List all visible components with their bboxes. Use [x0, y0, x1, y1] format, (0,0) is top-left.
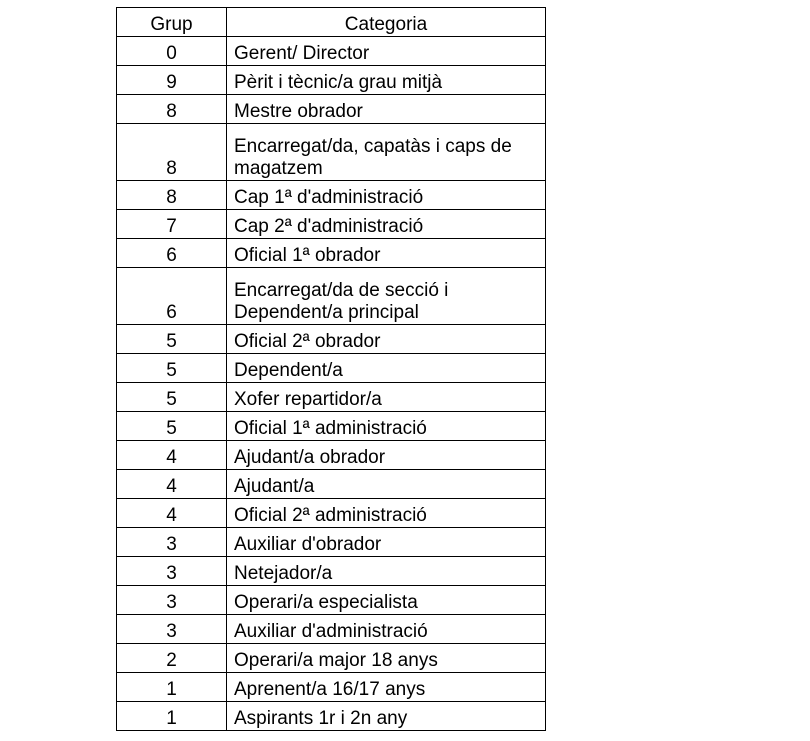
- categoria-cell: Auxiliar d'obrador: [227, 528, 546, 557]
- table-row: [117, 586, 546, 615]
- categoria-cell: Gerent/ Director: [227, 37, 546, 66]
- table-row: [117, 37, 546, 66]
- table-row: [117, 66, 546, 95]
- table-row: [117, 615, 546, 644]
- categoria-cell: Ajudant/a: [227, 470, 546, 499]
- table-row: [117, 354, 546, 383]
- categoria-cell: Xofer repartidor/a: [227, 383, 546, 412]
- header-categoria: Categoria: [227, 8, 546, 37]
- table-row: [117, 673, 546, 702]
- categoria-cell: Oficial 2ª administració: [227, 499, 546, 528]
- grup-cell: 5: [117, 412, 227, 441]
- header-grup: Grup: [117, 8, 227, 37]
- grup-cell: 8: [117, 124, 227, 181]
- categoria-cell: Oficial 1ª administració: [227, 412, 546, 441]
- table-row: [117, 239, 546, 268]
- table-row: [117, 325, 546, 354]
- grup-cell: 2: [117, 644, 227, 673]
- categoria-cell: Operari/a especialista: [227, 586, 546, 615]
- categoria-cell: Encarregat/da, capatàs i caps de magatzem: [227, 124, 546, 181]
- table-row: [117, 441, 546, 470]
- categoria-cell: Operari/a major 18 anys: [227, 644, 546, 673]
- table-row: [117, 470, 546, 499]
- table-row: [117, 644, 546, 673]
- grup-cell: 3: [117, 615, 227, 644]
- grup-cell: 3: [117, 528, 227, 557]
- grup-cell: 7: [117, 210, 227, 239]
- categoria-cell: Netejador/a: [227, 557, 546, 586]
- grup-cell: 6: [117, 268, 227, 325]
- grup-cell: 4: [117, 470, 227, 499]
- grup-cell: 1: [117, 673, 227, 702]
- categoria-cell: Oficial 1ª obrador: [227, 239, 546, 268]
- table-row: [117, 557, 546, 586]
- grup-cell: 3: [117, 557, 227, 586]
- table-row: [117, 702, 546, 731]
- grup-cell: 5: [117, 325, 227, 354]
- categoria-cell: Ajudant/a obrador: [227, 441, 546, 470]
- grup-cell: 8: [117, 95, 227, 124]
- table-row: [117, 210, 546, 239]
- categoria-cell: Pèrit i tècnic/a grau mitjà: [227, 66, 546, 95]
- grup-cell: 6: [117, 239, 227, 268]
- categoria-cell: Aspirants 1r i 2n any: [227, 702, 546, 731]
- table-row: [117, 95, 546, 124]
- table-row: [117, 528, 546, 557]
- categoria-cell: Dependent/a: [227, 354, 546, 383]
- header-row: [117, 8, 546, 37]
- grup-cell: 1: [117, 702, 227, 731]
- categoria-cell: Mestre obrador: [227, 95, 546, 124]
- categoria-cell: Cap 1ª d'administració: [227, 181, 546, 210]
- grup-cell: 5: [117, 383, 227, 412]
- categoria-cell: Aprenent/a 16/17 anys: [227, 673, 546, 702]
- categories-table: [116, 7, 546, 731]
- grup-cell: 4: [117, 499, 227, 528]
- categoria-cell: Oficial 2ª obrador: [227, 325, 546, 354]
- grup-cell: 3: [117, 586, 227, 615]
- grup-cell: 4: [117, 441, 227, 470]
- table-row: [117, 181, 546, 210]
- grup-cell: 9: [117, 66, 227, 95]
- table-row: [117, 412, 546, 441]
- table-row: [117, 383, 546, 412]
- table-row: [117, 499, 546, 528]
- table-row: [117, 124, 546, 181]
- grup-cell: 5: [117, 354, 227, 383]
- grup-cell: 8: [117, 181, 227, 210]
- categoria-cell: Auxiliar d'administració: [227, 615, 546, 644]
- categoria-cell: Encarregat/da de secció i Dependent/a principal: [227, 268, 546, 325]
- table-row: [117, 268, 546, 325]
- grup-cell: 0: [117, 37, 227, 66]
- categoria-cell: Cap 2ª d'administració: [227, 210, 546, 239]
